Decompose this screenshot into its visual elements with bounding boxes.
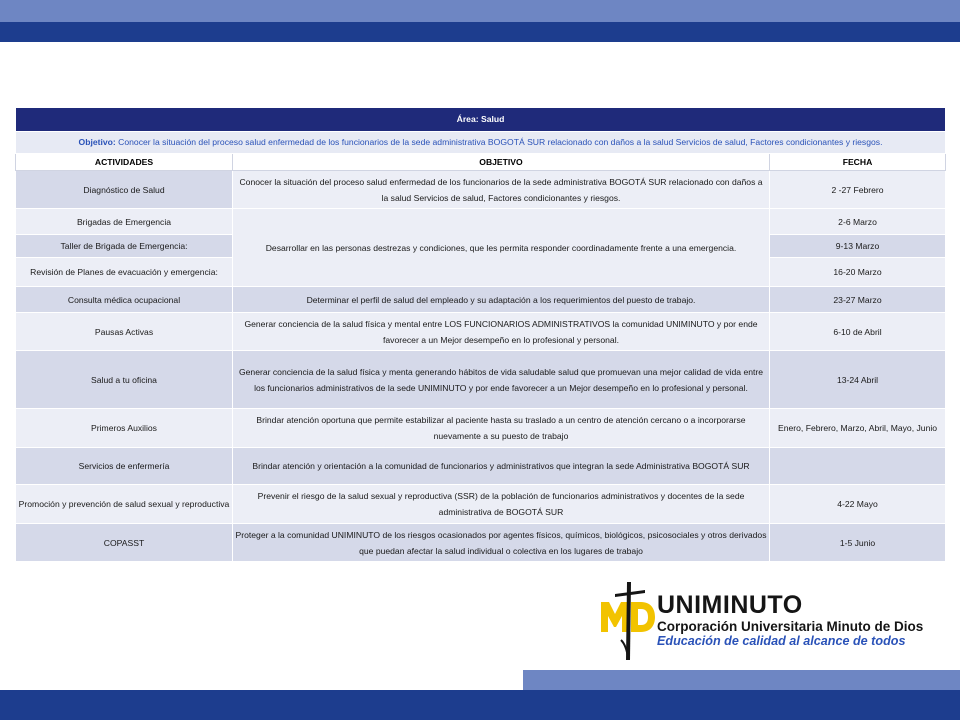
objective-text: Conocer la situación del proceso salud enfermedad de los funcionarios de la sede administrativa BOGOTÁ SUR relacionado con daños a la salud Servicios de salud, Factores condicionantes y riesgos. bbox=[118, 137, 883, 148]
activity-cell: Salud a tu oficina bbox=[16, 351, 233, 409]
date-cell: 2 -27 Febrero bbox=[770, 171, 946, 209]
emergency-objective-cell: Desarrollar en las personas destrezas y condiciones, que les permita responder coordinadamente frente a una emergencia. bbox=[233, 209, 770, 287]
top-band-light bbox=[0, 0, 960, 22]
objective-cell: Proteger a la comunidad UNIMINUTO de los riesgos ocasionados por agentes físicos, químicos, biológicos, psicosociales y otros derivados que puedan afectar la salud individual o colectiva en los lugares de trabajo bbox=[233, 524, 770, 562]
objective-cell: Conocer la situación del proceso salud enfermedad de los funcionarios de la sede administrativa BOGOTÁ SUR relacionado con daños a la salud Servicios de salud, Factores condicionantes y riesgos. bbox=[233, 171, 770, 209]
table-row bbox=[16, 448, 946, 485]
area-title: Área: Salud bbox=[16, 108, 946, 132]
activity-cell: Promoción y prevención de salud sexual y reproductiva bbox=[16, 485, 233, 524]
table-row bbox=[16, 287, 946, 313]
table-row bbox=[16, 351, 946, 409]
objective-cell: Determinar el perfil de salud del empleado y su adaptación a los requerimientos del puesto de trabajo. bbox=[233, 287, 770, 313]
date-cell: 1-5 Junio bbox=[770, 524, 946, 562]
table-row bbox=[16, 171, 946, 209]
objective-cell: Brindar atención y orientación a la comunidad de funcionarios y administrativos que integran la sede Administrativa BOGOTÁ SUR bbox=[233, 448, 770, 485]
general-objective bbox=[16, 132, 946, 154]
date-cell: 13-24 Abril bbox=[770, 351, 946, 409]
logo-name: UNIMINUTO bbox=[657, 591, 803, 619]
objective-cell: Brindar atención oportuna que permite estabilizar al paciente hasta su traslado a un centro de atención cercano o a incorporarse nuevamente a su puesto de trabajo bbox=[233, 409, 770, 448]
objective-row bbox=[16, 132, 946, 154]
date-cell: Enero, Febrero, Marzo, Abril, Mayo, Junio bbox=[770, 409, 946, 448]
objective-cell: Generar conciencia de la salud física y menta generando hábitos de vida saludable salud que promuevan una mejor calidad de vida entre los funcionarios administrativos de la sede UNIMINUTO y por ende favorecer a un Mejor desempeño en lo profesional y personal. bbox=[233, 351, 770, 409]
date-cell: 6-10 de Abril bbox=[770, 313, 946, 351]
objective-label: Objetivo: bbox=[78, 137, 116, 148]
date-cell bbox=[770, 448, 946, 485]
date-cell: 23-27 Marzo bbox=[770, 287, 946, 313]
uniminuto-logo bbox=[597, 580, 927, 662]
activity-cell: COPASST bbox=[16, 524, 233, 562]
area-row bbox=[16, 108, 946, 132]
objective-cell: Generar conciencia de la salud física y mental entre LOS FUNCIONARIOS ADMINISTRATIVOS la comunidad UNIMINUTO y por ende favorecer a un Mejor desempeño en lo profesional y personal. bbox=[233, 313, 770, 351]
date-cell: 9-13 Marzo bbox=[770, 235, 946, 258]
table-row bbox=[16, 209, 946, 235]
activity-cell: Primeros Auxilios bbox=[16, 409, 233, 448]
table-row bbox=[16, 485, 946, 524]
activity-cell: Brigadas de Emergencia bbox=[16, 209, 233, 235]
uniminuto-emblem-icon bbox=[597, 580, 659, 662]
table-row bbox=[16, 524, 946, 562]
activity-cell: Consulta médica ocupacional bbox=[16, 287, 233, 313]
bottom-band-light bbox=[523, 670, 960, 690]
activity-cell: Diagnóstico de Salud bbox=[16, 171, 233, 209]
logo-tagline: Educación de calidad al alcance de todos bbox=[657, 634, 906, 648]
activity-cell: Pausas Activas bbox=[16, 313, 233, 351]
bottom-band-dark bbox=[0, 690, 960, 720]
activity-cell: Revisión de Planes de evacuación y emergencia: bbox=[16, 258, 233, 287]
table-row bbox=[16, 409, 946, 448]
objective-cell: Prevenir el riesgo de la salud sexual y reproductiva (SSR) de la población de funcionarios administrativos y docentes de la sede administrativa de BOGOTÁ SUR bbox=[233, 485, 770, 524]
date-cell: 2-6 Marzo bbox=[770, 209, 946, 235]
table-row bbox=[16, 313, 946, 351]
health-activities-table bbox=[15, 107, 946, 562]
date-cell: 4-22 Mayo bbox=[770, 485, 946, 524]
logo-subtitle: Corporación Universitaria Minuto de Dios bbox=[657, 619, 924, 634]
activity-cell: Servicios de enfermería bbox=[16, 448, 233, 485]
header-fecha: FECHA bbox=[770, 154, 946, 171]
header-actividades: ACTIVIDADES bbox=[16, 154, 233, 171]
column-header-row bbox=[16, 154, 946, 171]
activity-cell: Taller de Brigada de Emergencia: bbox=[16, 235, 233, 258]
header-objetivo: OBJETIVO bbox=[233, 154, 770, 171]
date-cell: 16-20 Marzo bbox=[770, 258, 946, 287]
top-band-dark bbox=[0, 22, 960, 42]
